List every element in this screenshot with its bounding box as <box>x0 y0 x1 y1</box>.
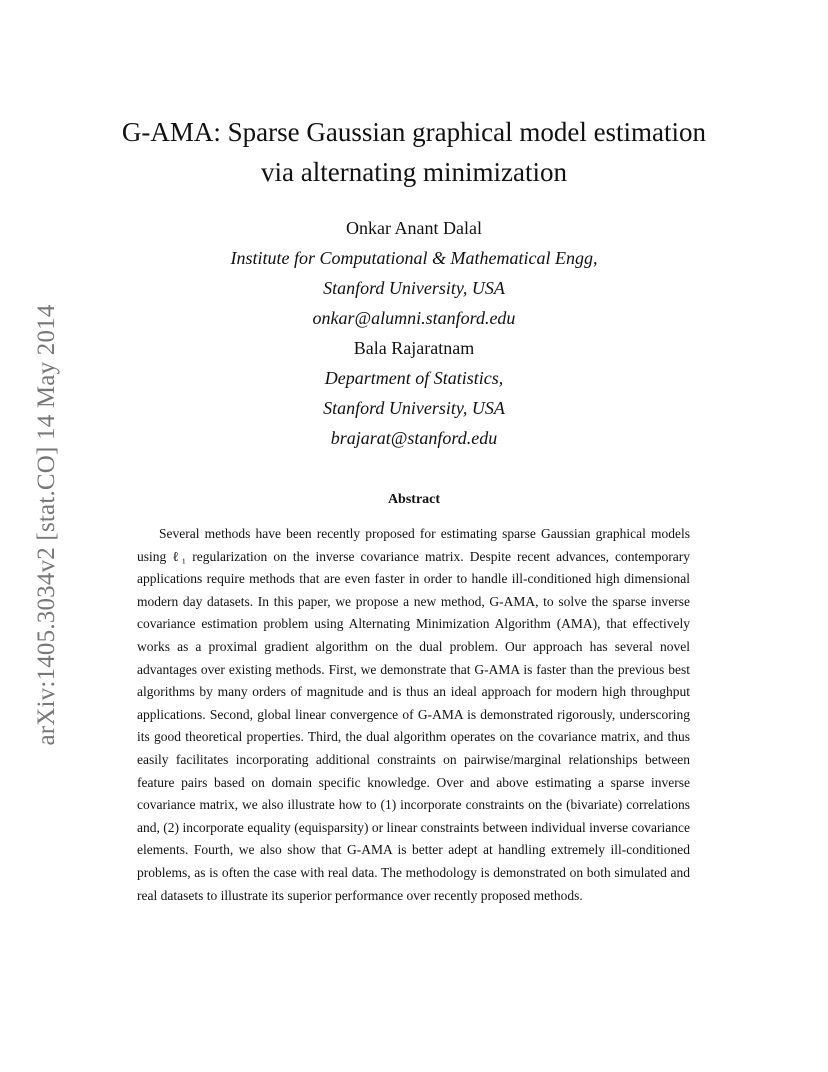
author-affiliation-2a: Department of Statistics, <box>324 368 504 388</box>
author-email-1: onkar@alumni.stanford.edu <box>312 308 516 328</box>
abstract-heading: Abstract <box>387 492 441 507</box>
title-line-1: G-AMA: Sparse Gaussian graphical model estimation <box>121 117 707 147</box>
author-affiliation-1a: Institute for Computational & Mathematical Engg, <box>230 248 598 268</box>
author-name-2: Bala Rajaratnam <box>353 338 475 358</box>
arxiv-identifier-stamp: arXiv:1405.3034v2 [stat.CO] 14 May 2014 <box>33 304 60 746</box>
paper-title <box>0 112 828 192</box>
author-email-2: brajarat@stanford.edu <box>330 428 498 448</box>
abstract-body: Several methods have been recently proposed for estimating sparse Gaussian graphical models using ℓ₁ regularization on the inverse covariance matrix. Despite recent advances, contemporary applications require methods that are even faster in order to handle ill-conditioned high dimensional modern day datasets. In this paper, we propose a new method, G-AMA, to solve the sparse inverse covariance estimation problem using Alternating Minimization Algorithm (AMA), that effectively works as a proximal gradient algorithm on the dual problem. Our approach has several novel advantages over existing methods. First, we demonstrate that G-AMA is faster than the previous best algorithms by many orders of magnitude and is thus an ideal approach for modern high throughput applications. Second, global linear convergence of G-AMA is demonstrated rigorously, underscoring its good theoretical properties. Third, the dual algorithm operates on the covariance matrix, and thus easily facilitates incorporating additional constraints on pairwise/marginal relationships between feature pairs based on domain specific knowledge. Over and above estimating a sparse inverse covariance matrix, we also illustrate how to (1) incorporate constraints on the (bivariate) correlations and, (2) incorporate equality (equisparsity) or linear constraints between individual inverse covariance elements. Fourth, we also show that G-AMA is better adept at handling extremely ill-conditioned problems, as is often the case with real data. The methodology is demonstrated on both simulated and real datasets to illustrate its superior performance over recently proposed methods. <box>137 526 690 903</box>
author-block <box>0 213 828 453</box>
author-name-1: Onkar Anant Dalal <box>346 218 482 238</box>
title-line-2: via alternating minimization <box>261 157 567 187</box>
author-affiliation-1b: Stanford University, USA <box>323 278 505 298</box>
author-affiliation-2b: Stanford University, USA <box>323 398 505 418</box>
